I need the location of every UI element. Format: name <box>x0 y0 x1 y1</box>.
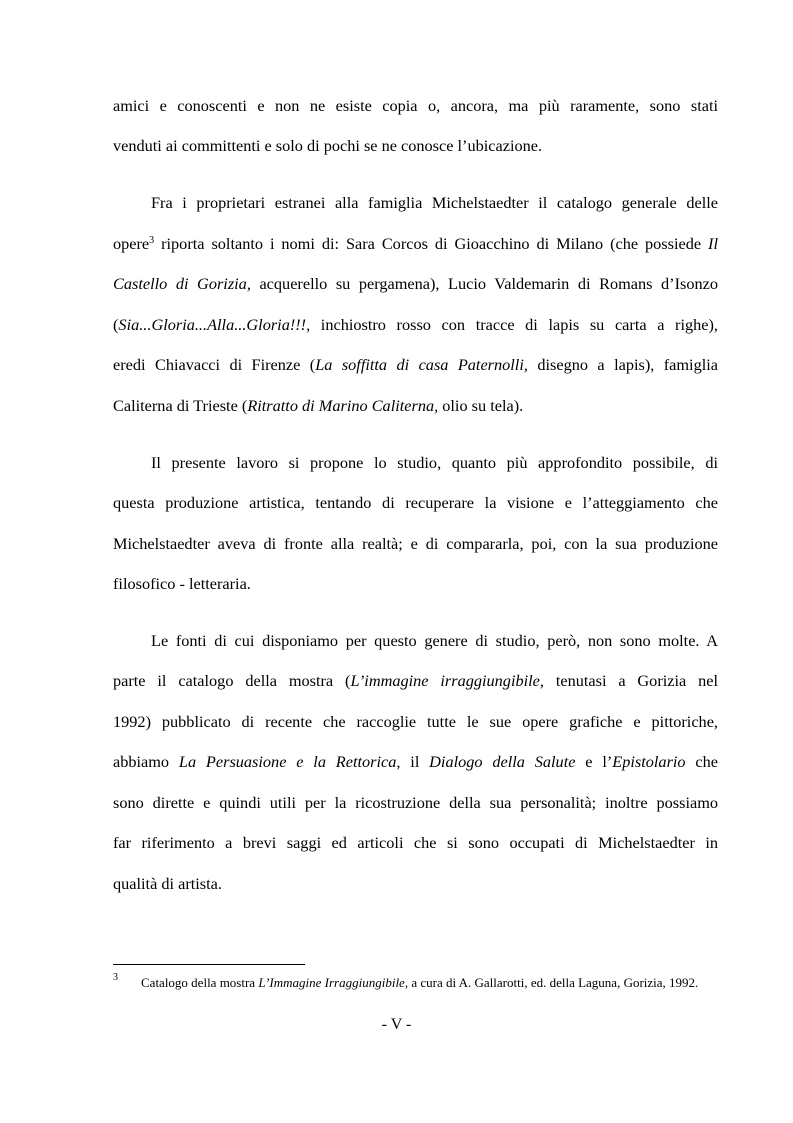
paragraph-sources-line: 1992) pubblicato di recente che raccoglie tutte le sue opere grafiche e pittoriche, <box>113 712 718 731</box>
work-title: Dialogo della Salute <box>429 752 576 771</box>
text-run: a cura di A. Gallarotti, ed. della Laguna, Gorizia, 1992. <box>408 975 699 990</box>
text-run: tenutasi a Gorizia nel <box>543 671 719 690</box>
paragraph-sources-line: qualità di artista. <box>113 874 222 893</box>
work-title: Epistolario <box>612 752 686 771</box>
text-run: , acquerello su pergamena), Lucio Valdemarin di Romans d’Isonzo <box>246 274 718 293</box>
text-run: ( <box>113 315 119 334</box>
paragraph-purpose-line: filosofico - letteraria. <box>113 574 251 593</box>
paragraph-purpose-line: Il presente lavoro si propone lo studio, quanto più approfondito possibile, di <box>151 453 718 472</box>
paragraph-sources-line: far riferimento a brevi saggi ed articoli che si sono occupati di Michelstaedter in <box>113 833 718 852</box>
text-run: e l’ <box>575 752 613 771</box>
text-run: opere <box>113 234 150 253</box>
artwork-title: Sia...Gloria...Alla...Gloria!!! <box>118 315 307 334</box>
footnote-reference: 3 <box>149 235 155 246</box>
paragraph-sources-line: sono dirette e quindi utili per la ricostruzione della sua personalità; inoltre possiamo <box>113 793 718 812</box>
paragraph-sources-line: Le fonti di cui disponiamo per questo genere di studio, però, non sono molte. A <box>151 631 718 650</box>
text-run: parte il catalogo della mostra ( <box>113 671 351 690</box>
paragraph-sources-line <box>113 671 718 691</box>
text-run: disegno a lapis), famiglia <box>527 355 718 374</box>
paragraph-owners-line <box>113 396 718 416</box>
page-number: - V - <box>381 1016 412 1033</box>
paragraph-owners-line <box>113 315 718 335</box>
footnote-number: 3 <box>113 972 118 983</box>
text-run: , il <box>396 752 430 771</box>
footnote-separator <box>113 964 305 965</box>
footnote-text <box>141 975 698 991</box>
paragraph-sources-line <box>113 752 718 772</box>
text-run: che <box>685 752 719 771</box>
text-run: Caliterna di Trieste ( <box>113 396 248 415</box>
paragraph-continuation-line: amici e conoscenti e non ne esiste copia o, ancora, ma più raramente, sono stati <box>113 96 718 115</box>
text-run: , inchiostro rosso con tracce di lapis su carta a righe), <box>306 315 718 334</box>
paragraph-owners-line: Fra i proprietari estranei alla famiglia Michelstaedter il catalogo generale delle <box>151 193 718 212</box>
paragraph-owners-line <box>113 274 718 294</box>
text-run: , olio su tela). <box>434 396 524 415</box>
paragraph-owners-line <box>113 355 718 375</box>
paragraph-continuation-line: venduti ai committenti e solo di pochi se ne conosce l’ubicazione. <box>113 136 543 155</box>
artwork-title: Il <box>708 234 718 253</box>
text-run: Catalogo della mostra <box>141 975 259 990</box>
artwork-title: Castello di Gorizia <box>113 274 247 293</box>
paragraph-owners-line <box>113 234 718 254</box>
text-run: abbiamo <box>113 752 179 771</box>
catalog-title: L’Immagine Irraggiungibile, <box>258 975 409 990</box>
paragraph-purpose-line: questa produzione artistica, tentando di recuperare la visione e l’atteggiamento che <box>113 493 718 512</box>
text-run: eredi Chiavacci di Firenze ( <box>113 355 316 374</box>
text-run: riporta soltanto i nomi di: Sara Corcos di Gioacchino di Milano (che possiede <box>154 234 709 253</box>
artwork-title: La soffitta di casa Paternolli, <box>315 355 528 374</box>
artwork-title: Ritratto di Marino Caliterna <box>247 396 435 415</box>
catalog-title: L’immagine irraggiungibile, <box>350 671 544 690</box>
paragraph-purpose-line: Michelstaedter aveva di fronte alla realtà; e di compararla, poi, con la sua produzione <box>113 534 718 553</box>
work-title: La Persuasione e la Rettorica <box>178 752 397 771</box>
